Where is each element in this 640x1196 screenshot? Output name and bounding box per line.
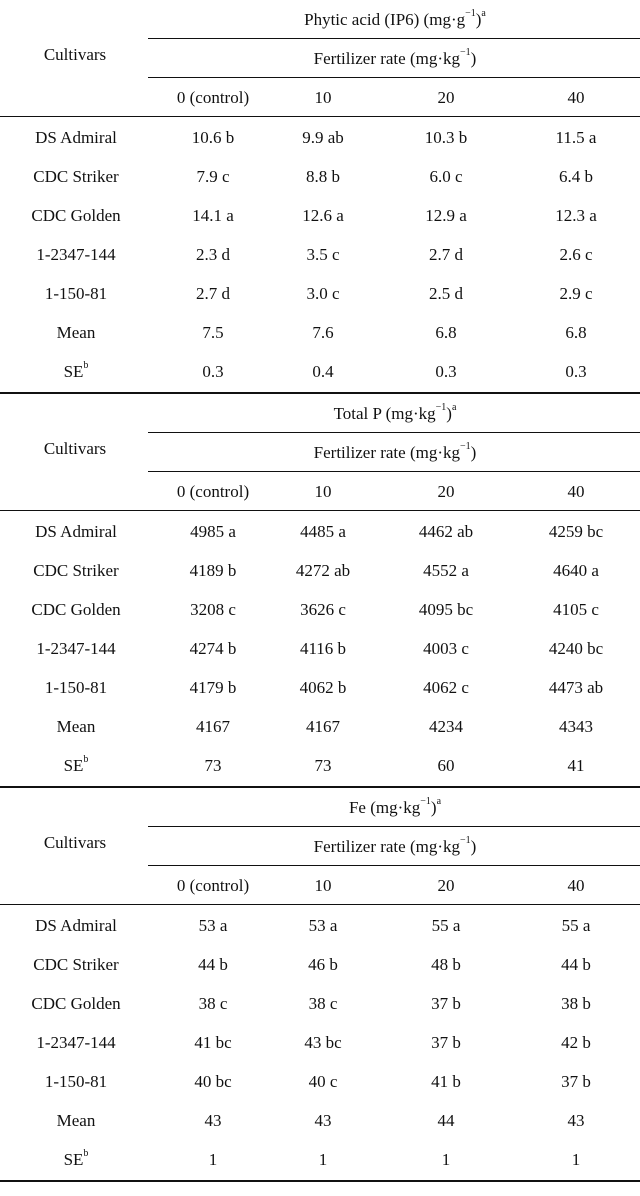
table-cell: 4167 — [306, 717, 340, 736]
table-cell: 4167 — [196, 717, 230, 736]
table-cell: 4234 — [429, 717, 463, 736]
table-cell: 0.3 — [202, 362, 224, 381]
table-cell: 43 — [204, 1111, 222, 1130]
stub-header: Cultivars — [43, 439, 107, 458]
table-cell: 4343 — [559, 717, 593, 736]
header-rule — [148, 38, 640, 39]
quantity-label-close: ) — [475, 10, 482, 29]
row-label — [0, 668, 152, 707]
footnote-marker: b — [83, 360, 89, 372]
header-bottom-rule — [0, 116, 640, 117]
column-header: 0 (control) — [176, 88, 250, 107]
table-cell: 6.8 — [435, 323, 457, 342]
section-bottom-rule — [0, 1180, 640, 1182]
table-cell: 48 b — [431, 955, 461, 974]
table-cell: 60 — [437, 756, 455, 775]
quantity-label-close: ) — [446, 404, 452, 423]
row-label — [0, 118, 152, 157]
table-cell: 73 — [204, 756, 222, 775]
table-cell: 2.5 d — [429, 284, 463, 303]
column-header: 0 (control) — [176, 482, 250, 501]
table-cell: 6.0 c — [429, 167, 463, 186]
column-header: 20 — [437, 482, 455, 501]
table-cell: 7.6 — [312, 323, 334, 342]
row-label — [0, 196, 152, 235]
table-cell: 12.6 a — [302, 206, 344, 225]
spanner-header — [150, 827, 640, 866]
table-cell: 0.3 — [565, 362, 587, 381]
quantity-label: Total P (mg·kg — [333, 404, 436, 423]
header-rule — [148, 471, 640, 472]
table-cell: 4259 bc — [548, 522, 604, 541]
table-cell: 44 b — [198, 955, 228, 974]
table-section — [0, 788, 640, 1182]
stub-header: Cultivars — [43, 833, 107, 852]
table-cell: 4003 c — [423, 639, 469, 658]
table-cell: 11.5 a — [555, 128, 597, 147]
cultivar-name: CDC Striker — [33, 561, 119, 580]
table-cell: 4272 ab — [295, 561, 351, 580]
table-cell: 3.5 c — [306, 245, 340, 264]
table-cell: 6.8 — [565, 323, 587, 342]
header-rule — [148, 865, 640, 866]
table-cell: 2.7 d — [196, 284, 230, 303]
table-cell: 10.3 b — [424, 128, 468, 147]
table-cell: 0.3 — [435, 362, 457, 381]
table-cell: 40 c — [308, 1072, 338, 1091]
spanner-label: Fertilizer rate (mg·kg — [313, 837, 460, 856]
row-label — [0, 590, 152, 629]
footnote-marker: a — [436, 796, 442, 808]
quantity-unit-exponent: −1 — [465, 8, 476, 20]
table-cell: 37 b — [431, 994, 461, 1013]
spanner-label: Fertilizer rate (mg·kg — [313, 443, 460, 462]
table-cell: 7.9 c — [196, 167, 230, 186]
cultivar-name: DS Admiral — [35, 128, 117, 147]
cultivar-name: Mean — [56, 1111, 96, 1130]
table-cell: 38 c — [198, 994, 228, 1013]
table-cell: 3208 c — [190, 600, 236, 619]
table-section — [0, 0, 640, 394]
quantity-unit-exponent: −1 — [420, 796, 431, 808]
table-cell: 8.8 b — [306, 167, 340, 186]
table-cell: 6.4 b — [559, 167, 593, 186]
row-label — [0, 945, 152, 984]
table-cell: 4274 b — [189, 639, 237, 658]
table-cell: 9.9 ab — [302, 128, 344, 147]
row-label — [0, 1023, 152, 1062]
table-cell: 4640 a — [553, 561, 599, 580]
table-cell: 41 b — [431, 1072, 461, 1091]
table-cell: 1 — [441, 1150, 451, 1169]
table-cell: 4105 c — [553, 600, 599, 619]
table-cell: 4240 bc — [548, 639, 604, 658]
table-cell: 4473 ab — [548, 678, 604, 697]
spanner-label: Fertilizer rate (mg·kg — [313, 49, 460, 68]
row-label — [0, 707, 152, 746]
table-cell: 4462 ab — [418, 522, 474, 541]
cultivar-name: CDC Striker — [33, 167, 119, 186]
header-rule — [148, 77, 640, 78]
row-label — [0, 906, 152, 945]
cultivar-name: 1-150-81 — [44, 1072, 108, 1091]
spanner-unit-exponent: −1 — [460, 47, 471, 59]
column-header: 0 (control) — [176, 876, 250, 895]
table-cell: 1 — [208, 1150, 218, 1169]
table-cell: 37 b — [561, 1072, 591, 1091]
row-label — [0, 984, 152, 1023]
table-cell: 3.0 c — [306, 284, 340, 303]
table-cell: 2.6 c — [559, 245, 593, 264]
table-cell: 4062 c — [423, 678, 469, 697]
table-cell: 3626 c — [300, 600, 346, 619]
statistic-name: SE — [63, 756, 84, 775]
row-label — [0, 352, 152, 391]
table-cell: 44 b — [561, 955, 591, 974]
header-bottom-rule — [0, 904, 640, 905]
quantity-label: Fe (mg·kg — [348, 798, 421, 817]
quantity-label-close: ) — [430, 798, 437, 817]
row-label — [0, 235, 152, 274]
table-cell: 1 — [318, 1150, 328, 1169]
cultivar-name: CDC Golden — [31, 994, 121, 1013]
column-header: 40 — [567, 482, 585, 501]
stub-header: Cultivars — [43, 45, 107, 64]
cultivar-name: 1-2347-144 — [36, 639, 116, 658]
table-cell: 43 — [314, 1111, 332, 1130]
cultivar-name: DS Admiral — [35, 916, 117, 935]
table-cell: 40 bc — [194, 1072, 232, 1091]
spanner-header — [150, 39, 640, 78]
column-header: 10 — [314, 876, 332, 895]
table-cell: 4062 b — [299, 678, 347, 697]
table-cell: 12.9 a — [425, 206, 467, 225]
cultivar-name: CDC Golden — [31, 206, 121, 225]
table-cell: 4179 b — [189, 678, 237, 697]
spanner-unit-exponent: −1 — [460, 441, 471, 453]
row-label — [0, 1140, 152, 1179]
column-header: 10 — [314, 482, 332, 501]
footnote-marker: a — [451, 402, 457, 414]
row-label — [0, 313, 152, 352]
table-cell: 4485 a — [300, 522, 346, 541]
quantity-unit-exponent: −1 — [435, 402, 447, 414]
cultivar-name: 1-2347-144 — [36, 245, 116, 264]
table-cell: 44 — [437, 1111, 455, 1130]
table-cell: 4985 a — [190, 522, 236, 541]
table-cell: 41 — [567, 756, 585, 775]
spanner-header — [150, 433, 640, 472]
row-label — [0, 157, 152, 196]
table-cell: 38 c — [308, 994, 338, 1013]
table-cell: 53 a — [308, 916, 338, 935]
statistic-name: SE — [63, 362, 84, 381]
header-rule — [148, 826, 640, 827]
spanner-label-close: ) — [470, 443, 477, 462]
statistic-name: SE — [63, 1150, 84, 1169]
cultivar-name: Mean — [56, 323, 96, 342]
table-cell: 4116 b — [299, 639, 347, 658]
quantity-header — [150, 788, 640, 827]
quantity-header — [150, 394, 640, 433]
quantity-label: Phytic acid (IP6) (mg·g — [304, 10, 466, 29]
table-cell: 55 a — [431, 916, 461, 935]
table-cell: 7.5 — [202, 323, 224, 342]
table-cell: 2.7 d — [429, 245, 463, 264]
table-cell: 4552 a — [423, 561, 469, 580]
table-cell: 46 b — [308, 955, 338, 974]
column-header: 10 — [314, 88, 332, 107]
table-cell: 41 bc — [194, 1033, 232, 1052]
table-cell: 4189 b — [189, 561, 237, 580]
table-cell: 12.3 a — [555, 206, 597, 225]
table-cell: 0.4 — [312, 362, 334, 381]
cultivar-name: Mean — [56, 717, 96, 736]
cultivar-name: CDC Striker — [33, 955, 119, 974]
table-cell: 73 — [314, 756, 332, 775]
cultivar-name: 1-150-81 — [44, 284, 108, 303]
footnote-marker: a — [481, 8, 486, 20]
spanner-label-close: ) — [470, 837, 477, 856]
table-cell: 38 b — [561, 994, 591, 1013]
table-cell: 37 b — [431, 1033, 461, 1052]
row-label — [0, 1062, 152, 1101]
row-label — [0, 551, 152, 590]
cultivar-name: DS Admiral — [35, 522, 117, 541]
table-cell: 2.3 d — [196, 245, 230, 264]
row-label — [0, 629, 152, 668]
header-rule — [148, 432, 640, 433]
table-cell: 43 bc — [304, 1033, 342, 1052]
row-label — [0, 512, 152, 551]
table-cell: 2.9 c — [559, 284, 593, 303]
header-bottom-rule — [0, 510, 640, 511]
cultivar-name: 1-2347-144 — [36, 1033, 116, 1052]
column-header: 40 — [567, 876, 585, 895]
table-cell: 4095 bc — [418, 600, 474, 619]
table-cell: 55 a — [561, 916, 591, 935]
spanner-label-close: ) — [470, 49, 477, 68]
table-cell: 53 a — [198, 916, 228, 935]
spanner-unit-exponent: −1 — [460, 835, 471, 847]
cultivar-name: 1-150-81 — [44, 678, 108, 697]
column-header: 20 — [437, 876, 455, 895]
column-header: 20 — [437, 88, 455, 107]
table-cell: 1 — [571, 1150, 581, 1169]
table-cell: 14.1 a — [192, 206, 234, 225]
table-cell: 42 b — [561, 1033, 591, 1052]
table-cell: 43 — [567, 1111, 585, 1130]
cultivar-name: CDC Golden — [31, 600, 121, 619]
quantity-header — [150, 0, 640, 39]
footnote-marker: b — [83, 754, 89, 766]
table-section — [0, 394, 640, 788]
row-label — [0, 274, 152, 313]
row-label — [0, 746, 152, 785]
footnote-marker: b — [83, 1148, 89, 1160]
column-header: 40 — [567, 88, 585, 107]
table-cell: 10.6 b — [191, 128, 235, 147]
row-label — [0, 1101, 152, 1140]
